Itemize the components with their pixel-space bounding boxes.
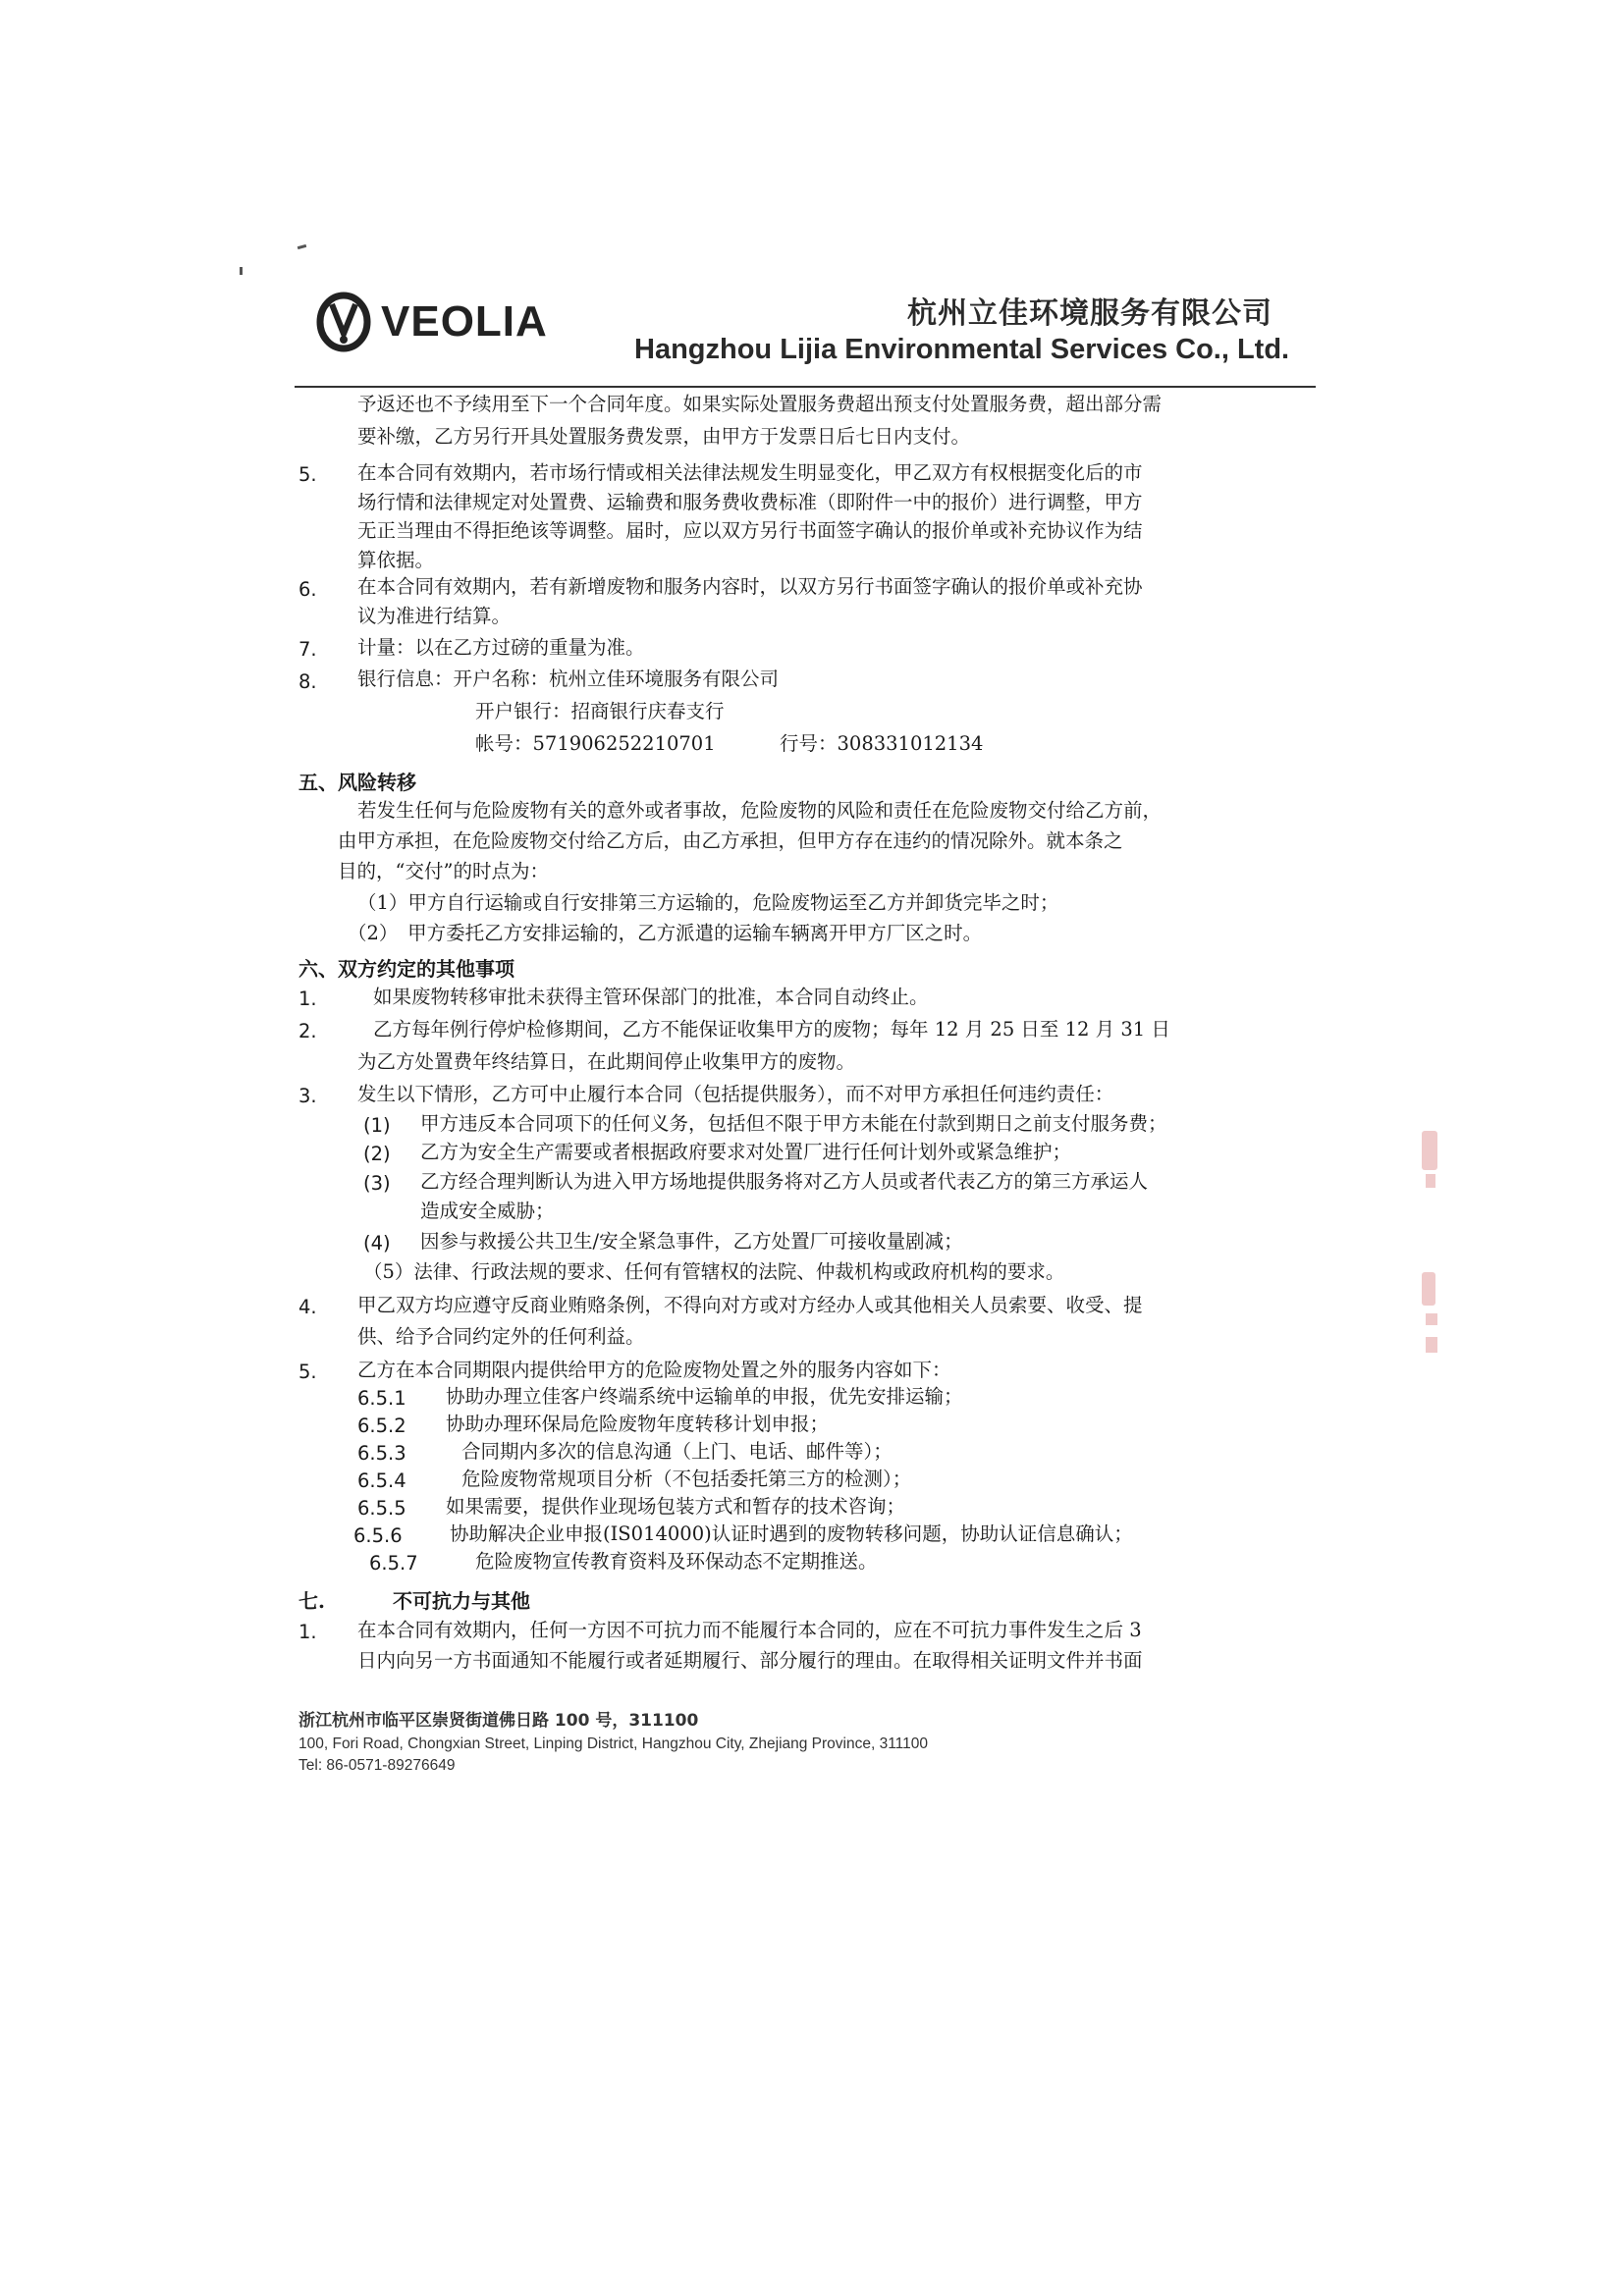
clause-number: 6.5.1 <box>357 1387 406 1410</box>
text-line: 乙方每年例行停炉检修期间，乙方不能保证收集甲方的废物；每年 12 月 25 日至 12 月 31 日 <box>373 1018 1170 1041</box>
text-line: 场行情和法律规定对处置费、运输费和服务费收费标准（即附件一中的报价）进行调整，甲方 <box>357 491 1143 513</box>
text-line: 算依据。 <box>357 549 435 571</box>
scan-mark <box>240 267 243 275</box>
footer-tel: Tel: 86-0571-89276649 <box>298 1757 456 1774</box>
company-name-en: Hangzhou Lijia Environmental Services Co., Ltd. <box>634 334 1290 365</box>
item-number: 1. <box>298 988 317 1010</box>
text-line: 无正当理由不得拒绝该等调整。届时，应以双方另行书面签字确认的报价单或补充协议作为结 <box>357 519 1143 542</box>
text-line: 目的，“交付”的时点为： <box>338 860 549 882</box>
clause-number: 6.5.6 <box>353 1524 403 1547</box>
sub-item-number: (1) <box>363 1114 391 1137</box>
section-heading: 不可抗力与其他 <box>393 1589 530 1613</box>
item-number: 5. <box>298 1361 317 1383</box>
clause-number: 6.5.2 <box>357 1415 406 1437</box>
text-line: 在本合同有效期内，若市场行情或相关法律法规发生明显变化，甲乙双方有权根据变化后的市 <box>357 461 1143 484</box>
text-line: 合同期内多次的信息沟通（上门、电话、邮件等）； <box>461 1440 893 1463</box>
sub-item-number: (3) <box>363 1172 391 1195</box>
text-line: （2） 甲方委托乙方安排运输的，乙方派遣的运输车辆离开甲方厂区之时。 <box>348 922 983 944</box>
section-heading: 六、双方约定的其他事项 <box>298 957 514 981</box>
sub-item-number: (4) <box>363 1232 391 1255</box>
sub-item-number: (2) <box>363 1143 391 1165</box>
text-line: 乙方在本合同期限内提供给甲方的危险废物处置之外的服务内容如下： <box>357 1359 951 1381</box>
text-line: （5）法律、行政法规的要求、任何有管辖权的法院、仲裁机构或政府机构的要求。 <box>363 1260 1065 1283</box>
text-line: 因参与救援公共卫生/安全紧急事件，乙方处置厂可接收量剧减； <box>420 1230 963 1253</box>
text-line: 如果需要，提供作业现场包装方式和暂存的技术咨询； <box>446 1495 906 1518</box>
text-line: 危险废物宣传教育资料及环保动态不定期推送。 <box>475 1550 878 1573</box>
item-number: 5. <box>298 463 317 486</box>
text-line: 危险废物常规项目分析（不包括委托第三方的检测）； <box>461 1468 912 1490</box>
text-line: 为乙方处置费年终结算日，在此期间停止收集甲方的废物。 <box>357 1050 856 1073</box>
clause-number: 6.5.3 <box>357 1442 406 1465</box>
text-line: 甲方违反本合同项下的任何义务，包括但不限于甲方未能在付款到期日之前支付服务费； <box>420 1112 1167 1135</box>
logo-text: VEOLIA <box>381 297 548 346</box>
text-line: 若发生任何与危险废物有关的意外或者事故，危险废物的风险和责任在危险废物交付给乙方前， <box>357 799 1163 822</box>
clause-number: 6.5.7 <box>369 1552 418 1575</box>
item-number: 2. <box>298 1020 317 1042</box>
bank-account: 帐号：571906252210701 <box>475 732 716 755</box>
text-line: （1）甲方自行运输或自行安排第三方运输的，危险废物运至乙方并卸货完毕之时； <box>357 891 1059 914</box>
section-heading-number: 七. <box>298 1589 325 1613</box>
text-line: 如果废物转移审批未获得主管环保部门的批准，本合同自动终止。 <box>373 986 929 1008</box>
text-line: 造成安全威胁； <box>420 1200 555 1222</box>
header-divider <box>295 386 1316 388</box>
text-line: 供、给予合同约定外的任何利益。 <box>357 1325 645 1348</box>
clause-number: 6.5.4 <box>357 1469 406 1492</box>
text-line: 甲乙双方均应遵守反商业贿赂条例，不得向对方或对方经办人或其他相关人员索要、收受、提 <box>357 1294 1143 1316</box>
scan-mark <box>298 244 306 249</box>
clause-number: 6.5.5 <box>357 1497 406 1520</box>
text-line: 议为准进行结算。 <box>357 605 512 627</box>
text-line: 在本合同有效期内，任何一方因不可抗力而不能履行本合同的，应在不可抗力事件发生之后 3 <box>357 1619 1142 1641</box>
item-number: 4. <box>298 1296 317 1318</box>
text-line: 予返还也不予续用至下一个合同年度。如果实际处置服务费超出预支付处置服务费，超出部分需 <box>357 393 1163 415</box>
company-name-cn: 杭州立佳环境服务有限公司 <box>907 296 1272 331</box>
text-line: 协助解决企业申报(IS014000)认证时遇到的废物转移问题，协助认证信息确认； <box>450 1522 1133 1545</box>
text-line: 协助办理环保局危险废物年度转移计划申报； <box>446 1413 830 1435</box>
footer-address-en: 100, Fori Road, Chongxian Street, Linping District, Hangzhou City, Zhejiang Province, 311100 <box>298 1735 929 1752</box>
text-line: 乙方经合理判断认为进入甲方场地提供服务将对乙方人员或者代表乙方的第三方承运人 <box>420 1170 1149 1193</box>
text-line: 银行信息：开户名称：杭州立佳环境服务有限公司 <box>357 667 780 690</box>
text-line: 日内向另一方书面通知不能履行或者延期履行、部分履行的理由。在取得相关证明文件并书面 <box>357 1649 1143 1672</box>
text-line: 由甲方承担，在危险废物交付给乙方后，由乙方承担，但甲方存在违约的情况除外。就本条之 <box>338 829 1123 852</box>
text-line: 在本合同有效期内，若有新增废物和服务内容时，以双方另行书面签字确认的报价单或补充协 <box>357 575 1143 598</box>
item-number: 6. <box>298 578 317 601</box>
footer-address-cn: 浙江杭州市临平区崇贤街道佛日路 100 号，311100 <box>298 1711 699 1731</box>
text-line: 要补缴，乙方另行开具处置服务费发票，由甲方于发票日后七日内支付。 <box>357 425 971 448</box>
text-line: 乙方为安全生产需要或者根据政府要求对处置厂进行任何计划外或紧急维护； <box>420 1141 1072 1163</box>
text-line: 开户银行：招商银行庆春支行 <box>475 700 725 722</box>
text-line: 发生以下情形，乙方可中止履行本合同（包括提供服务），而不对甲方承担任何违约责任： <box>357 1083 1114 1105</box>
item-number: 3. <box>298 1085 317 1107</box>
bank-code: 行号：308331012134 <box>780 732 984 755</box>
item-number: 7. <box>298 638 317 661</box>
text-line: 计量：以在乙方过磅的重量为准。 <box>357 636 645 659</box>
veolia-logo-icon <box>316 291 371 353</box>
text-line: 协助办理立佳客户终端系统中运输单的申报，优先安排运输； <box>446 1385 963 1408</box>
item-number: 1. <box>298 1621 317 1643</box>
section-heading: 五、风险转移 <box>298 771 416 794</box>
item-number: 8. <box>298 670 317 693</box>
